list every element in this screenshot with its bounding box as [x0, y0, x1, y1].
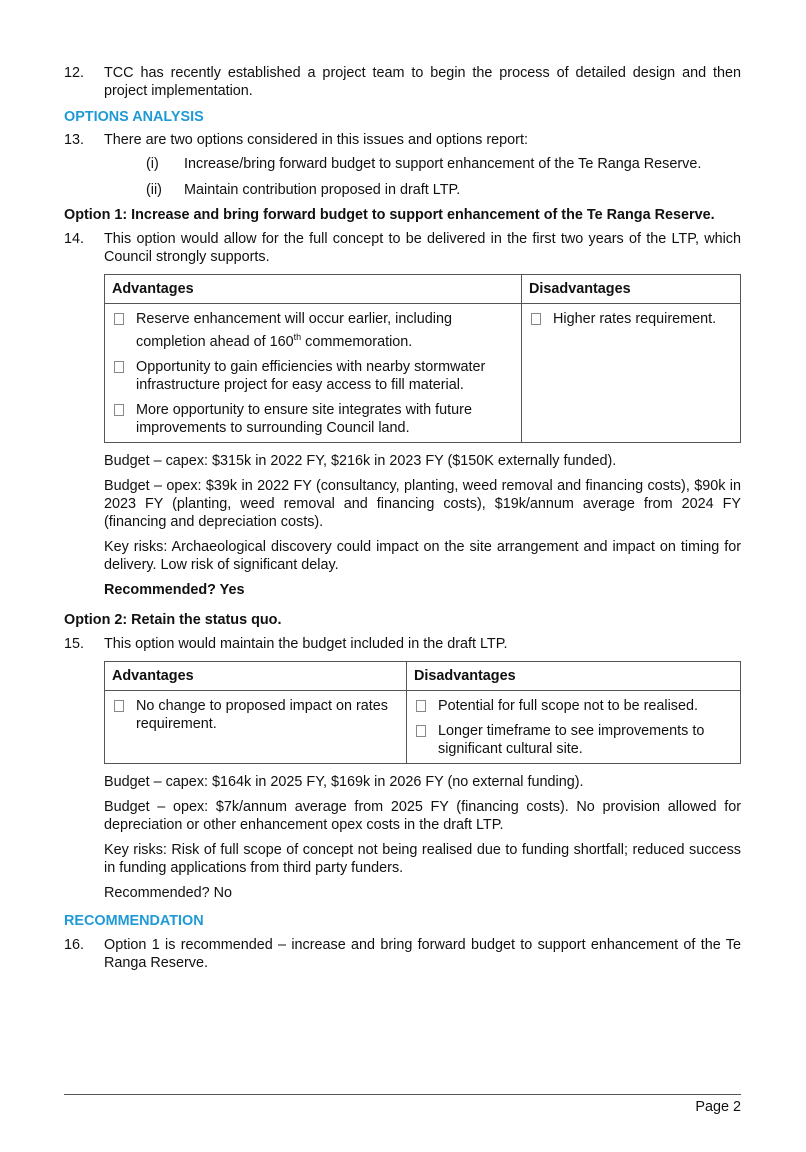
disadvantage-item: Higher rates requirement.	[529, 310, 733, 328]
option-1-opex: Budget – opex: $39k in 2022 FY (consultancy, planting, weed removal and financing costs), $90k in 2023 FY (planting, weed removal and financing costs), $19k/annum average from 2024 FY (financing and depreciation costs).	[104, 477, 741, 530]
advantages-cell	[105, 304, 522, 443]
paragraph-number: 12.	[64, 65, 85, 81]
footer-divider	[64, 1094, 741, 1095]
disadvantage-item: Potential for full scope not to be realised.	[414, 697, 733, 715]
advantage-item: Opportunity to gain efficiencies with nearby stormwater infrastructure project for easy access to fill material.	[112, 358, 514, 394]
list-number: (ii)	[146, 182, 162, 198]
advantage-item: Reserve enhancement will occur earlier, including completion ahead of 160th commemoration.	[112, 310, 514, 351]
list-text: Increase/bring forward budget to support enhancement of the Te Ranga Reserve.	[184, 156, 702, 172]
paragraph-text: There are two options considered in this issues and options report:	[104, 132, 528, 148]
disadvantages-header: Disadvantages	[407, 661, 741, 690]
paragraph-12	[64, 64, 741, 100]
option-2-opex: Budget – opex: $7k/annum average from 2025 FY (financing costs). No provision allowed for depreciation or other enhancement opex costs in the draft LTP.	[104, 798, 741, 833]
option-list-item	[64, 181, 741, 199]
bullet-icon	[114, 361, 124, 373]
option-2-heading: Option 2: Retain the status quo.	[64, 611, 282, 628]
advantages-cell	[105, 690, 407, 763]
option-1-heading: Option 1: Increase and bring forward budget to support enhancement of the Te Ranga Reserve.	[64, 207, 715, 223]
advantages-header: Advantages	[105, 275, 522, 304]
bullet-icon	[114, 313, 124, 325]
bullet-icon	[114, 700, 124, 712]
paragraph-15	[64, 635, 741, 653]
paragraph-number: 14.	[64, 231, 85, 247]
document-page	[64, 64, 741, 972]
paragraph-text: This option would maintain the budget included in the draft LTP.	[104, 635, 508, 652]
paragraph-16	[64, 936, 741, 972]
disadvantages-cell	[407, 690, 741, 763]
option-1-risks: Key risks: Archaeological discovery could impact on the site arrangement and impact on timing for delivery. Low risk of significant delay.	[104, 538, 741, 573]
advantages-header: Advantages	[105, 661, 407, 690]
option-2-capex: Budget – capex: $164k in 2025 FY, $169k in 2026 FY (no external funding).	[104, 773, 584, 790]
bullet-icon	[531, 313, 541, 325]
option-2-recommended: Recommended? No	[104, 884, 232, 901]
option-1-capex: Budget – capex: $315k in 2022 FY, $216k in 2023 FY ($150K externally funded).	[104, 452, 617, 469]
section-heading-recommendation: RECOMMENDATION	[64, 912, 204, 929]
disadvantages-cell	[522, 304, 741, 443]
paragraph-number: 15.	[64, 635, 85, 652]
paragraph-text: This option would allow for the full concept to be delivered in the first two years of the LTP, which Council strongly supports.	[104, 231, 741, 265]
list-number: (i)	[146, 156, 159, 172]
section-heading-options-analysis: OPTIONS ANALYSIS	[64, 109, 204, 125]
bullet-icon	[416, 700, 426, 712]
disadvantage-item: Longer timeframe to see improvements to significant cultural site.	[414, 722, 733, 758]
paragraph-13	[64, 131, 741, 149]
advantage-item: More opportunity to ensure site integrates with future improvements to surrounding Council land.	[112, 401, 514, 437]
paragraph-text: Option 1 is recommended – increase and bring forward budget to support enhancement of the Te Ranga Reserve.	[104, 936, 741, 971]
option-list-item	[64, 155, 741, 173]
paragraph-14	[64, 230, 741, 266]
option-2-risks: Key risks: Risk of full scope of concept not being realised due to funding shortfall; reduced success in funding applications from third party funders.	[104, 841, 741, 876]
bullet-icon	[416, 725, 426, 737]
advantage-item: No change to proposed impact on rates requirement.	[112, 697, 399, 733]
list-text: Maintain contribution proposed in draft LTP.	[184, 182, 461, 198]
page-number: Page 2	[695, 1099, 741, 1115]
option-2-table	[104, 661, 741, 764]
bullet-icon	[114, 404, 124, 416]
option-1-recommended: Recommended? Yes	[104, 581, 245, 598]
disadvantages-header: Disadvantages	[522, 275, 741, 304]
paragraph-number: 16.	[64, 936, 85, 953]
paragraph-text: TCC has recently established a project team to begin the process of detailed design and then project implementation.	[104, 65, 741, 99]
option-1-table	[104, 274, 741, 443]
paragraph-number: 13.	[64, 132, 85, 148]
